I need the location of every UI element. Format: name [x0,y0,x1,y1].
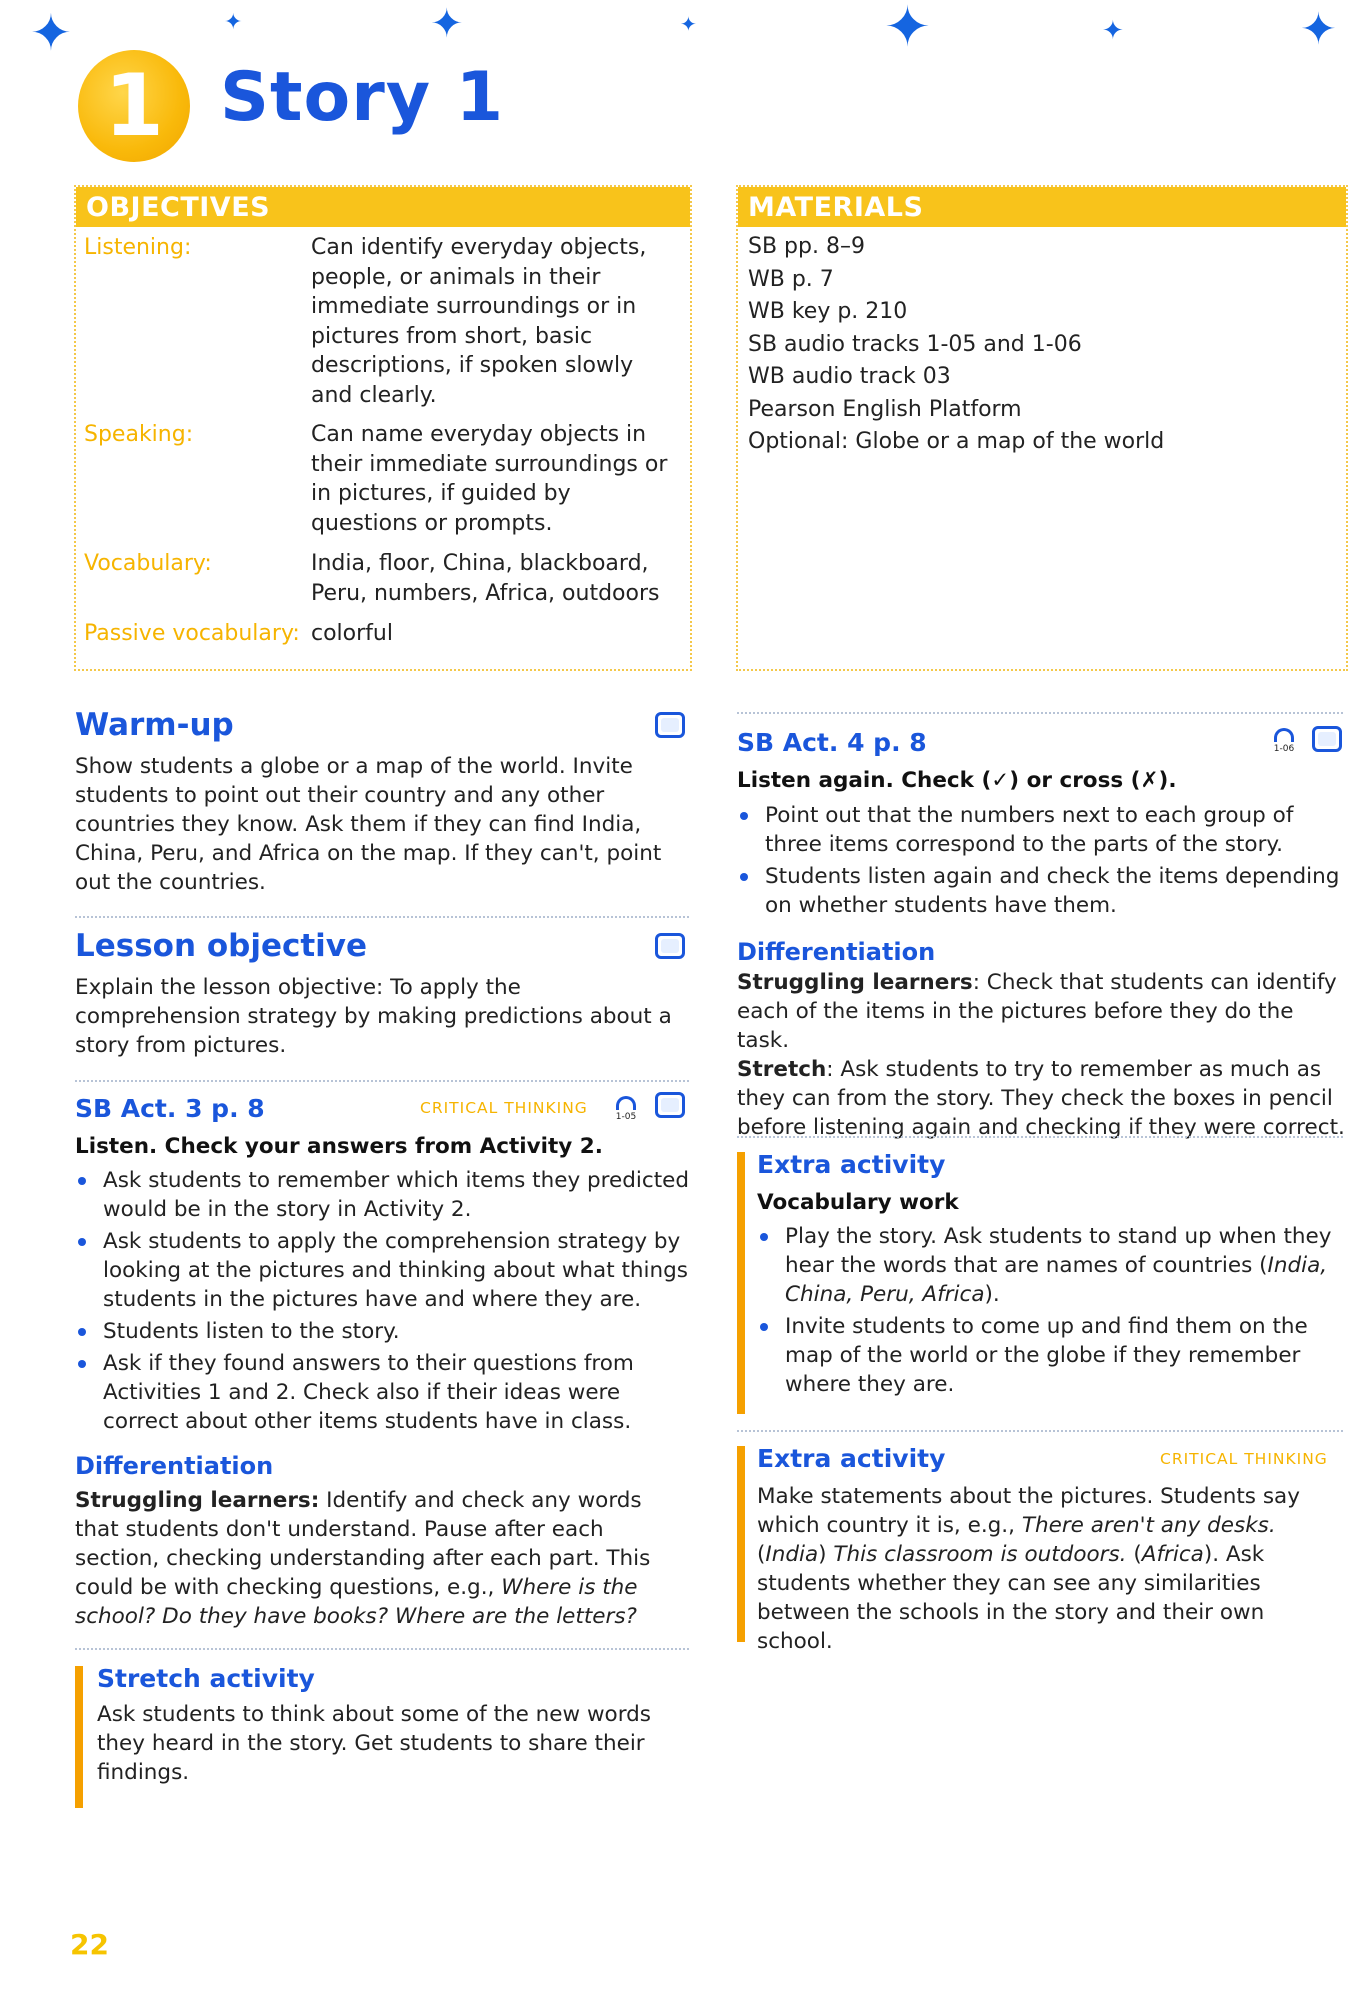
objectives-heading: OBJECTIVES [76,187,690,227]
act3-instruction: Listen. Check your answers from Activity 2. [75,1134,603,1159]
page-title: Story 1 [220,58,505,137]
stretch-activity-title: Stretch activity [97,1664,315,1693]
warm-up-title: Warm-up [75,707,234,743]
star-icon: ✦ [30,4,72,62]
audio-track-number: 1-06 [1273,744,1295,754]
screen-icon [1312,726,1342,752]
star-icon: ✦ [680,12,697,36]
unit-number-badge: 1 [78,50,190,162]
extra-activity-subtitle: Vocabulary work [757,1190,959,1215]
act3-differentiation-title: Differentiation [75,1452,274,1480]
activity-accent-bar [737,1446,745,1642]
text-segment: Make statements about the pictures. Students say which country it is, e.g., [757,1484,1300,1538]
materials-list [738,227,1346,459]
lesson-objective-text: Explain the lesson objective: To apply the comprehension strategy by making predictions about a story from pictures. [75,975,672,1058]
material-item: Optional: Globe or a map of the world [748,429,1165,454]
stretch-text: : Ask students to try to remember as much as they can from the story. They check the boxes in pencil before listening again and checking if they were correct. [737,1057,1345,1140]
country-answer: India [765,1542,819,1567]
activity-accent-bar [75,1666,83,1808]
struggling-questions: Where is the school? Do they have books? Where are the letters? [75,1575,638,1629]
material-item: WB p. 7 [748,266,834,292]
objective-label: Speaking: [84,422,194,447]
list-item: Students listen to the story. [75,1317,695,1346]
materials-box [736,185,1348,671]
material-item: Pearson English Platform [748,396,1022,422]
country-answer: Africa [1141,1542,1204,1567]
screen-icon [655,712,685,738]
list-item: Ask if they found answers to their questions from Activities 1 and 2. Check also if their ideas were correct about other items students have in class. [75,1349,695,1436]
act3-bullet-list [75,1166,695,1439]
headphones-icon [1274,728,1294,742]
audio-track-icon [611,1096,641,1122]
star-icon: ✦ [1300,4,1337,55]
divider [737,712,1343,714]
list-item: Ask students to remember which items they predicted would be in the story in Activity 2. [75,1166,695,1224]
warm-up-text: Show students a globe or a map of the world. Invite students to point out their country and any other countries they know. Ask them if they can find India, China, Peru, and Africa on the map. If they can't, point out the countries. [75,754,662,895]
objective-row-passive-vocabulary [84,619,682,651]
act4-differentiation-text [737,968,1347,1142]
screen-icon [655,1092,685,1118]
act4-instruction: Listen again. Check (✓) or cross (✗). [737,768,1177,793]
list-item [757,1222,1345,1309]
materials-heading: MATERIALS [738,187,1346,227]
material-item: SB audio tracks 1-05 and 1-06 [748,331,1082,357]
divider [75,1648,689,1650]
act3-title: SB Act. 3 p. 8 [75,1094,265,1123]
stretch-activity-text: Ask students to think about some of the new words they heard in the story. Get students to share their findings. [97,1702,652,1785]
act4-title: SB Act. 4 p. 8 [737,728,927,757]
screen-icon [655,933,685,959]
extra-activity-title: Extra activity [757,1444,946,1473]
struggling-label: Struggling learners [737,970,973,995]
divider [75,916,689,918]
critical-thinking-tag: CRITICAL THINKING [420,1099,588,1117]
star-icon: ✦ [224,10,243,35]
text-segment: ) [818,1542,834,1567]
act3-differentiation-text [75,1486,690,1631]
objective-label: Passive vocabulary: [84,621,300,646]
star-icon: ✦ [1102,16,1124,46]
objective-row-vocabulary [84,549,682,609]
objectives-box [74,185,692,671]
text-segment: ). Ask students whether they can see any similarities between the schools in the story and their own school. [757,1542,1265,1654]
critical-thinking-tag: CRITICAL THINKING [1160,1450,1328,1468]
example-statement: There aren't any desks. [1021,1513,1276,1538]
objective-row-listening [84,233,682,413]
text-segment: ( [757,1542,766,1567]
audio-track-number: 1-05 [615,1112,637,1122]
list-item: Students listen again and check the items depending on whether students have them. [737,862,1347,920]
objective-label: Vocabulary: [84,551,212,576]
page-number: 22 [70,1928,109,1961]
list-item: Ask students to apply the comprehension strategy by looking at the pictures and thinking about what things students in the pictures have and where they are. [75,1227,695,1314]
act4-differentiation-title: Differentiation [737,938,936,966]
struggling-text: Identify and check any words that students don't understand. Pause after each section, checking understanding after each part. This could be with checking questions, e.g., [75,1488,651,1600]
bullet-text: Play the story. Ask students to stand up when they hear the words that are names of countries ( [785,1224,1332,1278]
bullet-text-end: ). [984,1282,1000,1307]
struggling-text: : Check that students can identify each of the items in the pictures before they do the task. [737,970,1337,1053]
divider [737,1430,1343,1432]
star-icon: ✦ [884,0,931,60]
act4-bullet-list [737,801,1347,923]
list-item: Point out that the numbers next to each group of three items correspond to the parts of the story. [737,801,1347,859]
objective-text: India, floor, China, blackboard, Peru, numbers, Africa, outdoors [311,551,660,606]
material-item: WB key p. 210 [748,299,908,324]
objective-text: colorful [311,621,393,646]
extra-activity-title: Extra activity [757,1150,946,1179]
headphones-icon [616,1096,636,1110]
divider [737,1136,1343,1138]
example-statement: This classroom is outdoors. [833,1542,1127,1567]
objective-row-speaking [84,420,682,540]
extra-activity-text [757,1482,1337,1656]
material-item: SB pp. 8–9 [748,234,865,259]
material-item: WB audio track 03 [748,364,951,389]
extra-activity-bullet-list [757,1222,1345,1402]
objective-text: Can identify everyday objects, people, or animals in their immediate surroundings or in pictures from short, basic descriptions, if spoken slowly and clearly. [311,235,647,408]
text-segment: ( [1126,1542,1142,1567]
divider [75,1080,689,1082]
star-icon: ✦ [430,1,464,47]
audio-track-icon [1269,728,1299,754]
objective-label: Listening: [84,235,192,260]
country-names: India, China, Peru, Africa [785,1253,1328,1307]
list-item: Invite students to come up and find them on the map of the world or the globe if they remember where they are. [757,1312,1345,1399]
activity-accent-bar [737,1152,745,1414]
objective-text: Can name everyday objects in their immediate surroundings or in pictures, if guided by questions or prompts. [311,422,668,536]
struggling-label: Struggling learners: [75,1488,320,1513]
lesson-objective-title: Lesson objective [75,928,368,964]
stretch-label: Stretch [737,1057,827,1082]
